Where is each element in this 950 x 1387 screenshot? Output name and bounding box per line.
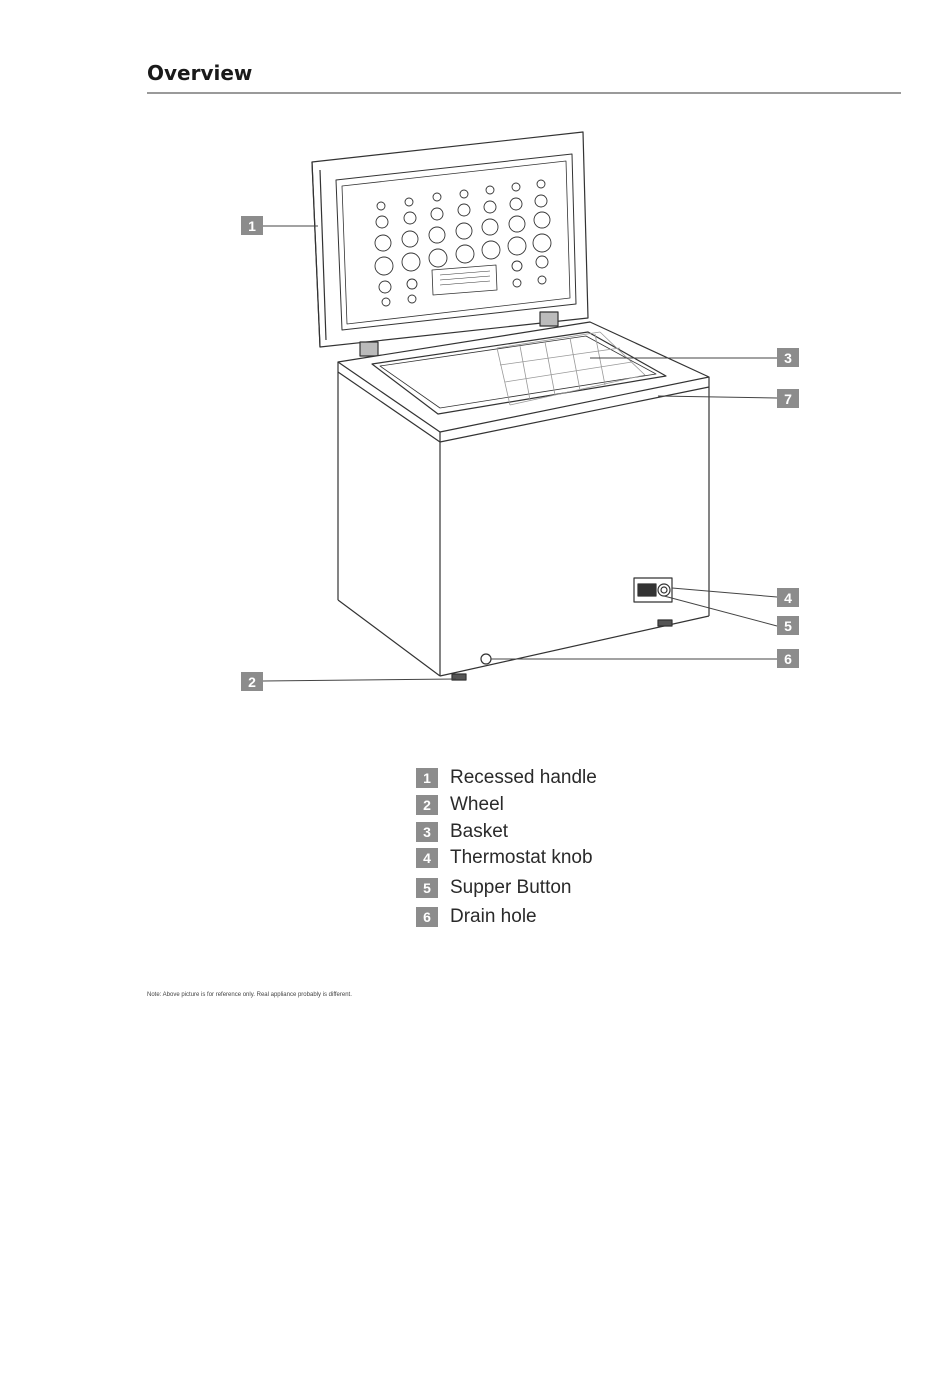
legend-number: 4 bbox=[416, 848, 438, 868]
legend-label: Supper Button bbox=[450, 877, 572, 898]
drain-hole bbox=[481, 654, 491, 664]
legend-label: Wheel bbox=[450, 794, 504, 815]
callout-5-label: 5 bbox=[784, 618, 792, 634]
callout-4-label: 4 bbox=[784, 590, 792, 606]
callout-7-label: 7 bbox=[784, 391, 792, 407]
legend-item bbox=[416, 794, 504, 816]
legend-label: Basket bbox=[450, 821, 509, 842]
cabinet-top bbox=[338, 322, 709, 442]
callout-3-label: 3 bbox=[784, 350, 792, 366]
cabinet-body bbox=[338, 372, 709, 676]
legend-item bbox=[416, 906, 537, 928]
page-title: Overview bbox=[147, 61, 253, 85]
legend-item bbox=[416, 821, 508, 843]
callout-1-label: 1 bbox=[248, 218, 256, 234]
legend-number: 5 bbox=[416, 878, 438, 898]
callout-6-label: 6 bbox=[784, 651, 792, 667]
legend-label: Drain hole bbox=[450, 906, 537, 927]
legend-item bbox=[416, 847, 593, 869]
wheels bbox=[452, 620, 672, 680]
reference-note: Note: Above picture is for reference only. Real appliance probably is different. bbox=[147, 992, 352, 998]
legend-number: 1 bbox=[416, 768, 438, 788]
legend-label: Recessed handle bbox=[450, 767, 597, 788]
callout-2-label: 2 bbox=[248, 674, 256, 690]
legend-number: 3 bbox=[416, 822, 438, 842]
control-panel bbox=[634, 578, 672, 602]
legend-label: Thermostat knob bbox=[450, 847, 593, 868]
legend-number: 2 bbox=[416, 795, 438, 815]
legend-item bbox=[416, 767, 597, 789]
legend-item bbox=[416, 877, 571, 899]
legend-number: 6 bbox=[416, 907, 438, 927]
